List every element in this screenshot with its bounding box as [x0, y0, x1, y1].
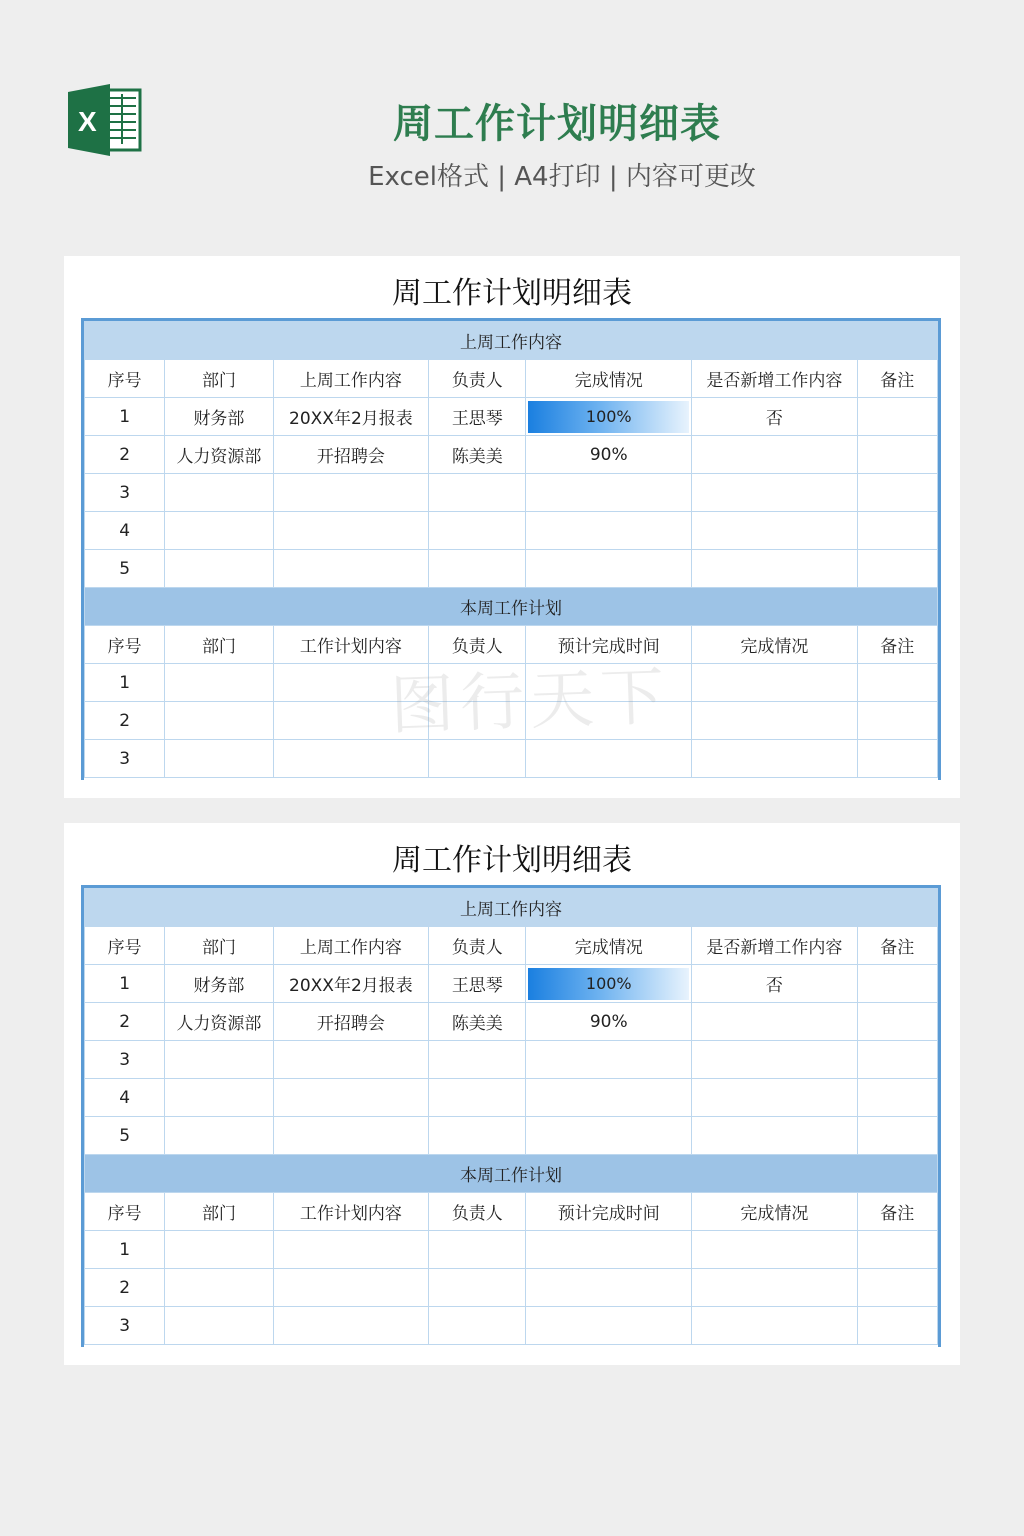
table-cell[interactable]: 陈美美: [429, 436, 526, 474]
column-header: 备注: [857, 626, 937, 664]
column-header: 完成情况: [692, 626, 858, 664]
table-cell[interactable]: [429, 550, 526, 588]
table-cell[interactable]: [273, 1231, 429, 1269]
table-cell[interactable]: [857, 1041, 937, 1079]
table-cell[interactable]: [273, 1307, 429, 1345]
table-cell[interactable]: [165, 1269, 273, 1307]
column-header: 序号: [85, 1193, 165, 1231]
table-cell[interactable]: [165, 1079, 273, 1117]
table-cell[interactable]: [857, 740, 937, 778]
table-cell[interactable]: [165, 474, 273, 512]
table-cell[interactable]: [857, 965, 937, 1003]
sheet-title: 周工作计划明细表: [392, 276, 632, 311]
table-cell[interactable]: [526, 1117, 692, 1155]
table-cell[interactable]: 开招聘会: [273, 1003, 429, 1041]
table-cell[interactable]: [526, 965, 692, 1003]
table-cell[interactable]: [857, 702, 937, 740]
column-header: 预计完成时间: [526, 1193, 692, 1231]
table-cell[interactable]: [273, 1041, 429, 1079]
section-header-row: [85, 889, 938, 927]
page-title: 周工作计划明细表: [393, 101, 721, 147]
sheet-title: 周工作计划明细表: [392, 843, 632, 878]
progress-bar: 100%: [528, 968, 689, 1000]
table-row: [85, 1117, 938, 1155]
table-cell[interactable]: [857, 474, 937, 512]
table-cell[interactable]: [692, 550, 858, 588]
excel-logo-letter: X: [78, 106, 97, 137]
section-header-row: [85, 322, 938, 360]
table-cell[interactable]: [857, 664, 937, 702]
sheet-preview-2: [64, 823, 960, 1365]
table-cell[interactable]: 3: [85, 474, 165, 512]
table-cell[interactable]: 2: [85, 702, 165, 740]
column-header: 部门: [165, 1193, 273, 1231]
progress-bar: 100%: [528, 401, 689, 433]
table-row: [85, 1307, 938, 1345]
table-cell[interactable]: 5: [85, 550, 165, 588]
table-cell[interactable]: 1: [85, 664, 165, 702]
table-cell[interactable]: 开招聘会: [273, 436, 429, 474]
table-cell[interactable]: [692, 1003, 858, 1041]
column-header: 备注: [857, 360, 937, 398]
table-row: [85, 512, 938, 550]
table-cell[interactable]: [526, 1269, 692, 1307]
table-cell[interactable]: [857, 1079, 937, 1117]
table-cell[interactable]: 1: [85, 398, 165, 436]
table-row: [85, 550, 938, 588]
table-cell[interactable]: [526, 1231, 692, 1269]
table-cell[interactable]: 财务部: [165, 398, 273, 436]
section-title: 上周工作内容: [85, 889, 938, 927]
column-header: 上周工作内容: [273, 927, 429, 965]
table-cell[interactable]: 90%: [526, 436, 692, 474]
table-cell[interactable]: [165, 1231, 273, 1269]
table-cell[interactable]: [692, 1041, 858, 1079]
table-cell[interactable]: 财务部: [165, 965, 273, 1003]
table-cell[interactable]: [526, 398, 692, 436]
column-header-row: [85, 927, 938, 965]
table-cell[interactable]: 人力资源部: [165, 436, 273, 474]
table-cell[interactable]: 王思琴: [429, 965, 526, 1003]
column-header: 序号: [85, 360, 165, 398]
table-cell[interactable]: [692, 702, 858, 740]
table-cell[interactable]: 4: [85, 512, 165, 550]
table-cell[interactable]: [857, 1117, 937, 1155]
table-cell[interactable]: [165, 740, 273, 778]
table-cell[interactable]: [857, 398, 937, 436]
table-cell[interactable]: [692, 436, 858, 474]
column-header: 完成情况: [526, 360, 692, 398]
table-row: [85, 436, 938, 474]
table-cell[interactable]: [692, 1079, 858, 1117]
column-header: 完成情况: [692, 1193, 858, 1231]
table-cell[interactable]: [526, 512, 692, 550]
table-cell[interactable]: 3: [85, 740, 165, 778]
table-cell[interactable]: 否: [692, 398, 858, 436]
column-header: 工作计划内容: [273, 1193, 429, 1231]
table-cell[interactable]: 90%: [526, 1003, 692, 1041]
table-cell[interactable]: 1: [85, 1231, 165, 1269]
table-row: [85, 740, 938, 778]
table-cell[interactable]: [692, 664, 858, 702]
column-header: 是否新增工作内容: [692, 927, 858, 965]
column-header: 负责人: [429, 360, 526, 398]
table-cell[interactable]: [429, 1117, 526, 1155]
table-cell[interactable]: [429, 1079, 526, 1117]
weekly-plan-table: [84, 888, 938, 1345]
section-title: 本周工作计划: [85, 588, 938, 626]
table-cell[interactable]: [165, 1041, 273, 1079]
page-subtitle: Excel格式 | A4打印 | 内容可更改: [368, 162, 756, 192]
watermark: 图行天下: [389, 660, 672, 744]
table-cell[interactable]: [857, 1307, 937, 1345]
table-cell[interactable]: 3: [85, 1041, 165, 1079]
table-cell[interactable]: [857, 550, 937, 588]
table-cell[interactable]: 陈美美: [429, 1003, 526, 1041]
table-cell[interactable]: [273, 474, 429, 512]
table-cell[interactable]: [857, 512, 937, 550]
column-header: 负责人: [429, 927, 526, 965]
table-cell[interactable]: [429, 740, 526, 778]
section-header-row: [85, 1155, 938, 1193]
table-cell[interactable]: 1: [85, 965, 165, 1003]
column-header: 负责人: [429, 626, 526, 664]
table-cell[interactable]: [273, 1269, 429, 1307]
table-cell[interactable]: 5: [85, 1117, 165, 1155]
table-cell[interactable]: [857, 1269, 937, 1307]
table-cell[interactable]: [857, 436, 937, 474]
table-cell[interactable]: [165, 702, 273, 740]
table-cell[interactable]: [692, 1269, 858, 1307]
table-cell[interactable]: 2: [85, 1269, 165, 1307]
table-cell[interactable]: [165, 1117, 273, 1155]
table-row: [85, 965, 938, 1003]
table-cell[interactable]: [692, 1307, 858, 1345]
table-cell[interactable]: [526, 1307, 692, 1345]
table-cell[interactable]: 2: [85, 436, 165, 474]
table-cell[interactable]: 2: [85, 1003, 165, 1041]
column-header: 备注: [857, 927, 937, 965]
table-cell[interactable]: [165, 512, 273, 550]
table-cell[interactable]: [165, 664, 273, 702]
table-cell[interactable]: [429, 1231, 526, 1269]
column-header: 是否新增工作内容: [692, 360, 858, 398]
table-cell[interactable]: 否: [692, 965, 858, 1003]
table-cell[interactable]: [526, 1079, 692, 1117]
section-title: 本周工作计划: [85, 1155, 938, 1193]
table-cell[interactable]: [273, 512, 429, 550]
table-cell[interactable]: 20XX年2月报表: [273, 398, 429, 436]
table-row: [85, 474, 938, 512]
table-cell[interactable]: [526, 740, 692, 778]
column-header: 序号: [85, 626, 165, 664]
table-row: [85, 1041, 938, 1079]
column-header: 完成情况: [526, 927, 692, 965]
section-header-row: [85, 588, 938, 626]
table-cell[interactable]: [429, 1269, 526, 1307]
table-cell[interactable]: 3: [85, 1307, 165, 1345]
table-cell[interactable]: [429, 1041, 526, 1079]
column-header: 工作计划内容: [273, 626, 429, 664]
table-cell[interactable]: [857, 1231, 937, 1269]
column-header: 部门: [165, 927, 273, 965]
table-cell[interactable]: [273, 1117, 429, 1155]
column-header: 部门: [165, 626, 273, 664]
table-cell[interactable]: [165, 1307, 273, 1345]
table-row: [85, 1079, 938, 1117]
table-cell[interactable]: [526, 474, 692, 512]
table-cell[interactable]: [692, 512, 858, 550]
column-header-row: [85, 360, 938, 398]
column-header: 上周工作内容: [273, 360, 429, 398]
column-header: 负责人: [429, 1193, 526, 1231]
column-header: 预计完成时间: [526, 626, 692, 664]
table-row: [85, 1003, 938, 1041]
table-cell[interactable]: 4: [85, 1079, 165, 1117]
column-header: 部门: [165, 360, 273, 398]
column-header: 备注: [857, 1193, 937, 1231]
table-cell[interactable]: 20XX年2月报表: [273, 965, 429, 1003]
table-cell[interactable]: [429, 1307, 526, 1345]
column-header: 序号: [85, 927, 165, 965]
table-cell[interactable]: [526, 1041, 692, 1079]
table-row: [85, 1231, 938, 1269]
table-cell[interactable]: 王思琴: [429, 398, 526, 436]
table-cell[interactable]: [526, 550, 692, 588]
table-cell[interactable]: [692, 740, 858, 778]
table-cell[interactable]: [692, 1117, 858, 1155]
table-cell[interactable]: [692, 1231, 858, 1269]
table-cell[interactable]: [165, 550, 273, 588]
table-cell[interactable]: [273, 550, 429, 588]
section-title: 上周工作内容: [85, 322, 938, 360]
table-cell[interactable]: [429, 512, 526, 550]
table-cell[interactable]: [429, 474, 526, 512]
table-cell[interactable]: 人力资源部: [165, 1003, 273, 1041]
table-row: [85, 1269, 938, 1307]
sheet-table-frame: [81, 885, 941, 1347]
table-cell[interactable]: [692, 474, 858, 512]
column-header-row: [85, 1193, 938, 1231]
table-row: [85, 398, 938, 436]
table-cell[interactable]: [857, 1003, 937, 1041]
table-cell[interactable]: [273, 1079, 429, 1117]
